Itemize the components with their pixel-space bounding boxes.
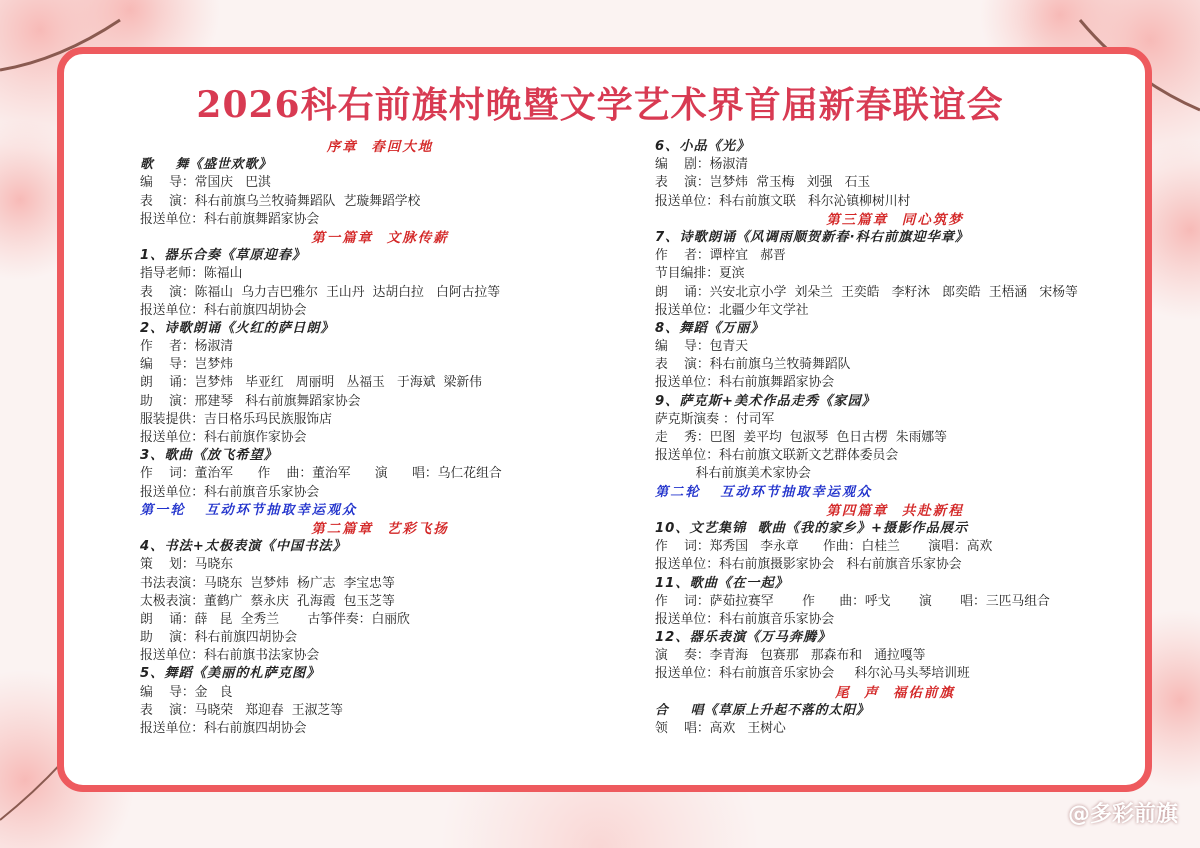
program-detail-line: 作 词：董治军 作 曲：董治军 演 唱：乌仁花组合 xyxy=(140,466,502,482)
section-heading: 序章 春回大地 xyxy=(326,139,434,155)
program-detail-line: 助 演：科右前旗四胡协会 xyxy=(140,630,298,646)
lucky-draw-round: 第一轮 互动环节抽取幸运观众 xyxy=(140,502,358,518)
program-detail-line: 编 剧：杨淑清 xyxy=(655,157,749,173)
program-detail-line: 作 者：谭梓宜 郝晋 xyxy=(655,248,786,264)
program-detail-line: 报送单位：科右前旗舞蹈家协会 xyxy=(655,375,835,391)
section-heading: 尾 声 福佑前旗 xyxy=(835,684,955,701)
program-right-column xyxy=(655,138,1135,738)
program-detail-line: 报送单位：科右前旗四胡协会 xyxy=(140,302,307,318)
program-item-title: 5、舞蹈《美丽的札萨克图》 xyxy=(140,666,321,682)
program-item-title: 1、器乐合奏《草原迎春》 xyxy=(140,248,307,264)
program-detail-line: 报送单位：科右前旗书法家协会 xyxy=(140,648,320,664)
program-detail-line: 指导老师：陈福山 xyxy=(140,266,243,282)
program-detail-line: 表 演：科右前旗乌兰牧骑舞蹈队 xyxy=(655,357,851,373)
program-detail-line: 作 者：杨淑清 xyxy=(140,339,234,355)
program-detail-line: 领 唱：高欢 王树心 xyxy=(655,721,786,736)
program-detail-line: 太极表演：董鹤广 蔡永庆 孔海霞 包玉芝等 xyxy=(140,593,395,609)
program-detail-line: 节目编排：夏滨 xyxy=(655,266,745,282)
program-detail-line: 服装提供：吉日格乐玛民族服饰店 xyxy=(140,411,332,427)
program-detail-line: 报送单位：科右前旗文联 科尔沁镇柳树川村 xyxy=(655,193,911,209)
program-detail-line: 报送单位：科右前旗文联新文艺群体委员会 xyxy=(655,448,899,464)
program-detail-line: 报送单位：科右前旗音乐家协会 xyxy=(140,484,320,500)
section-heading: 第三篇章 同心筑梦 xyxy=(826,211,964,228)
program-detail-line: 报送单位：科右前旗舞蹈家协会 xyxy=(140,211,320,227)
program-item-title: 4、书法+太极表演《中国书法》 xyxy=(140,539,347,555)
program-item-title: 6、小品《光》 xyxy=(655,139,751,154)
section-heading: 第四篇章 共赴新程 xyxy=(826,502,964,519)
section-heading: 第一篇章 文脉传薪 xyxy=(311,229,449,246)
program-detail-line: 表 演：陈福山 乌力吉巴雅尔 王山丹 达胡白拉 白阿古拉等 xyxy=(140,284,501,300)
program-item-title: 10、文艺集锦 歌曲《我的家乡》+摄影作品展示 xyxy=(655,520,969,536)
program-detail-line: 表 演：岂梦炜 常玉梅 刘强 石玉 xyxy=(655,175,871,191)
program-detail-line: 朗 诵：薛 昆 全秀兰 古筝伴奏：白丽欣 xyxy=(140,611,410,627)
program-detail-line: 朗 诵：岂梦炜 毕亚红 周丽明 丛福玉 于海斌 梁新伟 xyxy=(140,375,482,391)
program-detail-line: 编 导：岂梦炜 xyxy=(140,357,234,373)
program-detail-line: 报送单位：科右前旗音乐家协会 xyxy=(655,611,835,627)
program-detail-line: 书法表演：马晓东 岂梦炜 杨广志 李宝忠等 xyxy=(140,575,395,591)
program-detail-line: 朗 诵：兴安北京小学 刘朵兰 王奕皓 李籽沐 郎奕皓 王梧涵 宋杨等 xyxy=(655,284,1078,300)
program-detail-line: 报送单位：北疆少年文学社 xyxy=(655,302,809,318)
program-detail-line: 编 导：包青天 xyxy=(655,339,749,355)
program-item-title: 8、舞蹈《万丽》 xyxy=(655,320,765,336)
program-item-title: 11、歌曲《在一起》 xyxy=(655,575,789,591)
program-detail-line: 走 秀：巴图 姜平均 包淑琴 色日古楞 朱雨娜等 xyxy=(655,430,947,445)
program-item-title: 7、诗歌朗诵《风调雨顺贺新春·科右前旗迎华章》 xyxy=(655,229,970,245)
program-detail-line: 演 奏：李青海 包赛那 那森布和 通拉嘎等 xyxy=(655,648,926,664)
program-item-title: 合 唱《草原上升起不落的太阳》 xyxy=(655,702,870,718)
program-item-title: 2、诗歌朗诵《火红的萨日朗》 xyxy=(140,320,335,336)
program-detail-line: 策 划：马晓东 xyxy=(140,557,234,573)
program-item-title: 3、歌曲《放飞希望》 xyxy=(140,448,278,464)
program-left-column xyxy=(140,138,620,738)
program-detail-line: 表 演：马晓荣 郑迎春 王淑芝等 xyxy=(140,702,343,718)
program-detail-line: 编 导：常国庆 巴淇 xyxy=(140,175,271,191)
program-detail-line: 报送单位：科右前旗四胡协会 xyxy=(140,721,307,736)
program-detail-line: 作 词：郑秀国 李永章 作曲：白桂兰 演唱：高欢 xyxy=(655,539,993,555)
program-detail-line: 萨克斯演奏 ：付司军 xyxy=(655,411,775,427)
program-item-title: 歌 舞《盛世欢歌》 xyxy=(140,157,273,173)
program-detail-line: 报送单位：科右前旗作家协会 xyxy=(140,430,307,445)
program-detail-line: 报送单位：科右前旗摄影家协会 科右前旗音乐家协会 xyxy=(655,557,962,573)
program-detail-line: 助 演：邢建琴 科右前旗舞蹈家协会 xyxy=(140,393,361,409)
program-detail-line: 作 词：萨茹拉赛罕 作 曲：呼戈 演 唱：三匹马组合 xyxy=(655,593,1050,609)
program-detail-line: 科右前旗美术家协会 xyxy=(655,466,811,482)
section-heading: 第二篇章 艺彩飞扬 xyxy=(311,520,449,537)
program-detail-line: 编 导：金 良 xyxy=(140,684,233,700)
program-item-title: 12、器乐表演《万马奔腾》 xyxy=(655,630,832,646)
page-title: 2026科右前旗村晚暨文学艺术界首届新春联谊会 xyxy=(196,84,1004,126)
program-detail-line: 表 演：科右前旗乌兰牧骑舞蹈队 艺璇舞蹈学校 xyxy=(140,193,421,209)
lucky-draw-round: 第二轮 互动环节抽取幸运观众 xyxy=(655,484,873,500)
program-detail-line: 报送单位：科右前旗音乐家协会 科尔沁马头琴培训班 xyxy=(655,666,970,682)
program-item-title: 9、萨克斯+美术作品走秀《家园》 xyxy=(655,393,876,409)
watermark: @多彩前旗 xyxy=(1067,802,1178,827)
